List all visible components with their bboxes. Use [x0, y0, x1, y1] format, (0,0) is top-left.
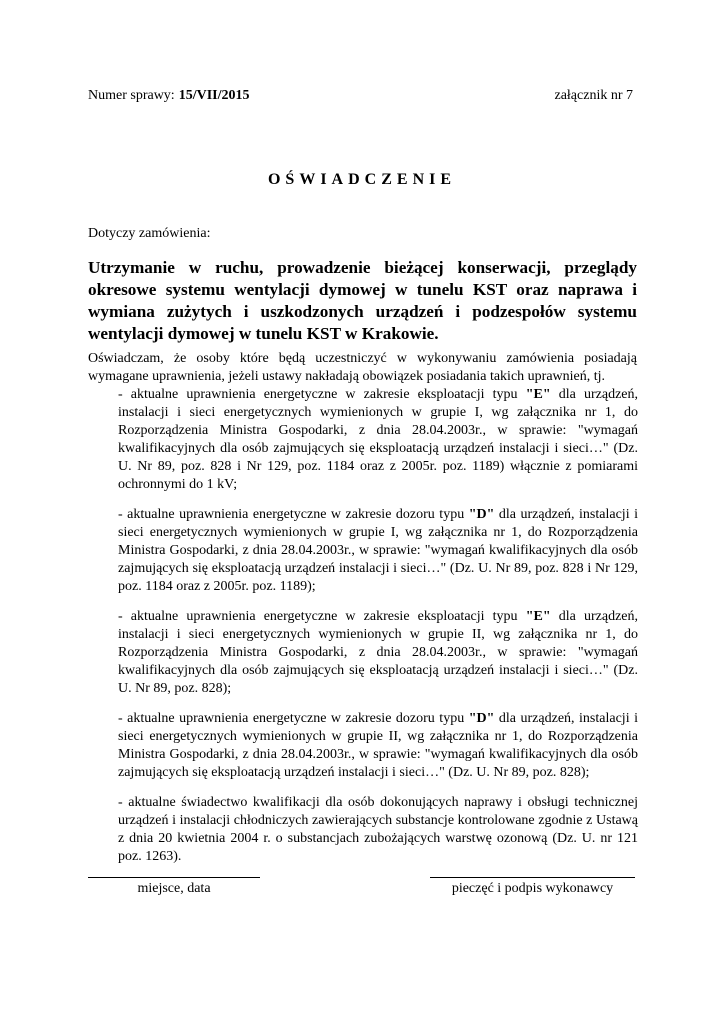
- requirement-type: "D": [468, 711, 495, 726]
- requirement-type: "E": [525, 609, 551, 624]
- contractor-signature-line: [430, 877, 635, 878]
- attachment-label: załącznik nr 7: [554, 88, 633, 103]
- declaration-intro: Oświadczam, że osoby które będą uczestniczyć w wykonywaniu zamówienia posiadają wymagane uprawnienia, jeżeli ustawy nakładają obowiązek posiadania takich uprawnień, tj.: [88, 351, 637, 384]
- requirement-item: - aktualne uprawnienia energetyczne w zakresie dozoru typu "D" dla urządzeń, instalacji i sieci energetycznych wymienionych w grupie I, wg załącznika nr 1, do Rozporządzenia Ministra Gospodarki, z dnia 28.04.2003r., w sprawie: "wymagań kwalifikacyjnych dla osób zajmujących się eksploatacją urządzeń instalacji i sieci…" (Dz. U. Nr 89, poz. 828 i Nr 129, poz. 1184 oraz z 2005r. poz. 1189);: [118, 507, 638, 594]
- place-date-label: miejsce, data: [137, 881, 211, 896]
- case-number-value: 15/VII/2015: [178, 88, 250, 103]
- place-date-signature-line: [88, 877, 260, 878]
- requirement-type: "D": [468, 507, 495, 522]
- document-title: OŚWIADCZENIE: [267, 171, 457, 188]
- case-number-line: [88, 87, 250, 105]
- requirement-item: - aktualne uprawnienia energetyczne w zakresie dozoru typu "D" dla urządzeń, instalacji i sieci energetycznych wymienionych w grupie II, wg załącznika nr 1, do Rozporządzenia Ministra Gospodarki, z dnia 28.04.2003r., w sprawie: "wymagań kwalifikacyjnych dla osób zajmujących się eksploatacją urządzeń instalacji i sieci…" (Dz. U. Nr 89, poz. 828);: [118, 711, 638, 780]
- requirement-item: - aktualne uprawnienia energetyczne w zakresie eksploatacji typu "E" dla urządzeń, instalacji i sieci energetycznych wymienionych w grupie I, wg załącznika nr 1, do Rozporządzenia Ministra Gospodarki, z dnia 28.04.2003r., w sprawie: "wymagań kwalifikacyjnych dla osób zajmujących się eksploatacją urządzeń instalacji i sieci…" (Dz. U. Nr 89, poz. 828 i Nr 129, poz. 1184 oraz z 2005r. poz. 1189) włącznie z pomiarami ochronnymi do 1 kV;: [118, 387, 638, 492]
- requirements-list: [118, 386, 638, 878]
- requirement-item: - aktualne świadectwo kwalifikacji dla osób dokonujących naprawy i obsługi technicznej urządzeń i instalacji chłodniczych zawierających substancje kontrolowane zgodnie z Ustawą z dnia 20 kwietnia 2004 r. o substancjach zubożających warstwę ozonową (Dz. U. nr 121 poz. 1263).: [118, 795, 638, 864]
- case-number-label: Numer sprawy:: [88, 88, 175, 103]
- order-subject: Utrzymanie w ruchu, prowadzenie bieżącej konserwacji, przeglądy okresowe systemu wentylacji dymowej w tunelu KST oraz naprawa i wymiana zużytych i uszkodzonych urządzeń i podzespołów systemu wentylacji dymowej w tunelu KST w Krakowie.: [88, 258, 637, 343]
- regarding-label: Dotyczy zamówienia:: [88, 226, 211, 241]
- requirement-type: "E": [525, 387, 551, 402]
- requirement-item: - aktualne uprawnienia energetyczne w zakresie eksploatacji typu "E" dla urządzeń, instalacji i sieci energetycznych wymienionych w grupie II, wg załącznika nr 1, do Rozporządzenia Ministra Gospodarki, z dnia 28.04.2003r., w sprawie: "wymagań kwalifikacyjnych dla osób zajmujących się eksploatacją urządzeń instalacji i sieci…" (Dz. U. Nr 89, poz. 828);: [118, 609, 638, 696]
- stamp-signature-label: pieczęć i podpis wykonawcy: [451, 881, 614, 896]
